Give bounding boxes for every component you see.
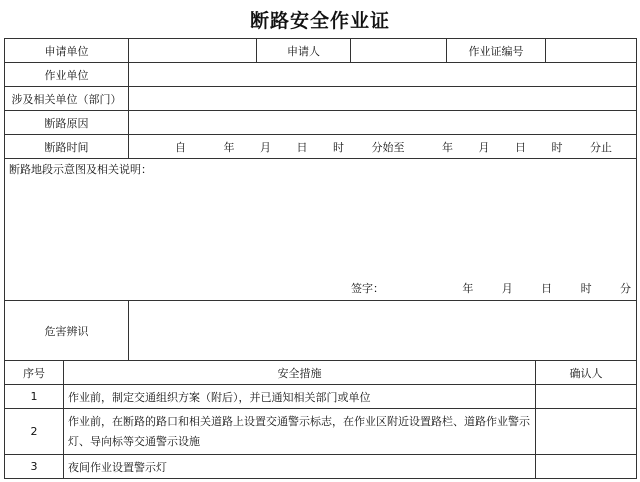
description-signature (351, 280, 631, 296)
description-label: 断路地段示意图及相关说明： (9, 163, 152, 176)
signature-part: 分 (619, 282, 631, 295)
related-unit-label: 涉及相关单位（部门） (5, 87, 129, 111)
reason-label: 断路原因 (5, 111, 129, 135)
signature-part: 月 (501, 282, 513, 295)
hazard-field[interactable] (129, 301, 637, 361)
apply-unit-label: 申请单位 (5, 39, 129, 63)
time-part: 分止 (590, 140, 613, 154)
related-unit-field[interactable] (129, 87, 637, 111)
apply-unit-field[interactable] (129, 39, 257, 63)
cert-no-label: 作业证编号 (447, 39, 546, 63)
hazard-label: 危害辨识 (5, 301, 129, 361)
time-part: 月 (478, 140, 490, 154)
reason-field[interactable] (129, 111, 637, 135)
time-part: 日 (515, 140, 527, 154)
description-area[interactable] (5, 159, 637, 301)
time-part: 年 (223, 140, 235, 154)
measure-text: 夜间作业设置警示灯 (64, 455, 536, 479)
applicant-label: 申请人 (257, 39, 351, 63)
time-field[interactable] (129, 135, 637, 159)
form-title: 断路安全作业证 (249, 10, 390, 32)
time-part: 时 (333, 140, 345, 154)
permit-form (4, 38, 637, 479)
time-part: 月 (260, 140, 272, 154)
signature-part: 时 (580, 282, 592, 295)
measures-header: 安全措施 (64, 361, 536, 385)
time-part: 年 (442, 140, 454, 154)
time-part: 时 (551, 140, 563, 154)
measure-no: 3 (5, 455, 64, 479)
applicant-field[interactable] (351, 39, 447, 63)
measures-confirm-header: 确认人 (536, 361, 637, 385)
measure-confirm-field[interactable] (536, 409, 637, 455)
signature-part: 签字： (351, 282, 384, 295)
time-part: 分始至 (371, 140, 405, 154)
measure-no: 2 (5, 409, 64, 455)
measure-text: 作业前，在断路的路口和相关道路上设置交通警示标志，在作业区附近设置路栏、道路作业警示灯、导向标等交通警示设施 (64, 409, 536, 455)
measure-confirm-field[interactable] (536, 385, 637, 409)
cert-no-field[interactable] (546, 39, 637, 63)
measure-no: 1 (5, 385, 64, 409)
time-part: 自 (175, 140, 187, 154)
time-part: 日 (296, 140, 308, 154)
measures-no-header: 序号 (5, 361, 64, 385)
measure-text: 作业前，制定交通组织方案（附后），并已通知相关部门或单位 (64, 385, 536, 409)
time-label: 断路时间 (5, 135, 129, 159)
signature-part: 日 (541, 282, 553, 295)
measure-confirm-field[interactable] (536, 455, 637, 479)
signature-part: 年 (462, 282, 474, 295)
work-unit-field[interactable] (129, 63, 637, 87)
work-unit-label: 作业单位 (5, 63, 129, 87)
